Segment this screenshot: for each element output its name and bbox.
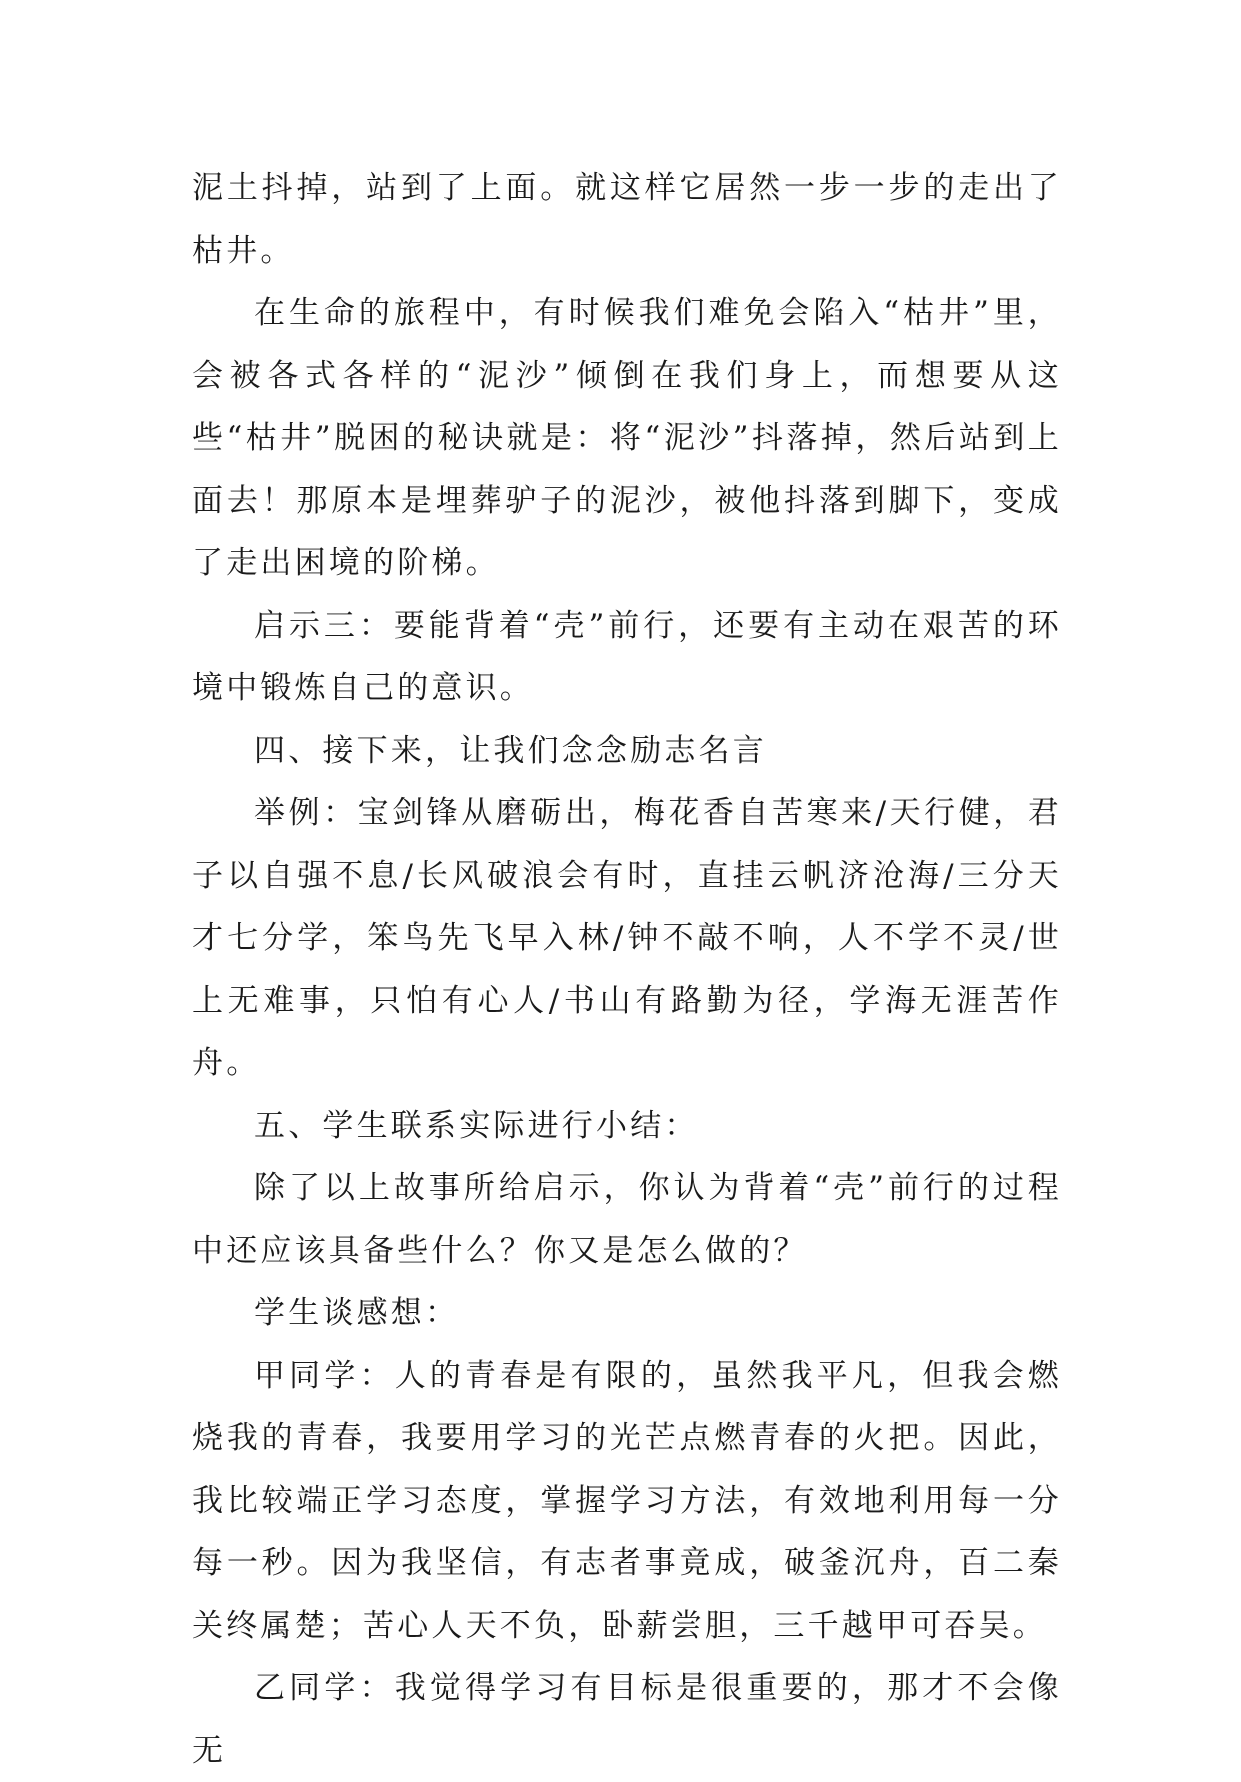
paragraph-student-b: 乙同学：我觉得学习有目标是很重要的，那才不会像无 [192, 1670, 1062, 1769]
paragraph-question: 除了以上故事所给启示，你认为背着“壳”前行的过程中还应该具备些什么？你又是怎么做的？ [192, 1170, 1062, 1269]
paragraph-student-thoughts-label: 学生谈感想： [254, 1295, 460, 1331]
section-heading-five: 五、学生联系实际进行小结： [254, 1107, 699, 1144]
document-body [192, 157, 1062, 1782]
paragraph-student-a: 甲同学：人的青春是有限的，虽然我平凡，但我会燃烧我的青春，我要用学习的光芒点燃青春的火把。因此，我比较端正学习态度，掌握学习方法，有效地利用每一分每一秒。因为我坚信，有志者事竟成，破釜沉舟，百二秦关终属楚；苦心人天不负，卧薪尝胆，三千越甲可吞吴。 [192, 1357, 1062, 1644]
paragraph-quotes-examples: 举例：宝剑锋从磨砺出，梅花香自苦寒来/天行健，君子以自强不息/长风破浪会有时，直挂云帆济沧海/三分天才七分学，笨鸟先飞早入林/钟不敲不响，人不学不灵/世上无难事，只怕有心人/书山有路勤为径，学海无涯苦作舟。 [192, 795, 1062, 1081]
paragraph-life-journey: 在生命的旅程中，有时候我们难免会陷入“枯井”里，会被各式各样的“泥沙”倾倒在我们身上，而想要从这些“枯井”脱困的秘诀就是：将“泥沙”抖落掉，然后站到上面去！那原本是埋葬驴子的泥沙，被他抖落到脚下，变成了走出困境的阶梯。 [192, 295, 1062, 581]
section-heading-four: 四、接下来，让我们念念励志名言 [254, 732, 767, 769]
paragraph-well-ending: 泥土抖掉，站到了上面。就这样它居然一步一步的走出了枯井。 [192, 170, 1062, 269]
paragraph-insight-three: 启示三：要能背着“壳”前行，还要有主动在艰苦的环境中锻炼自己的意识。 [192, 607, 1062, 706]
